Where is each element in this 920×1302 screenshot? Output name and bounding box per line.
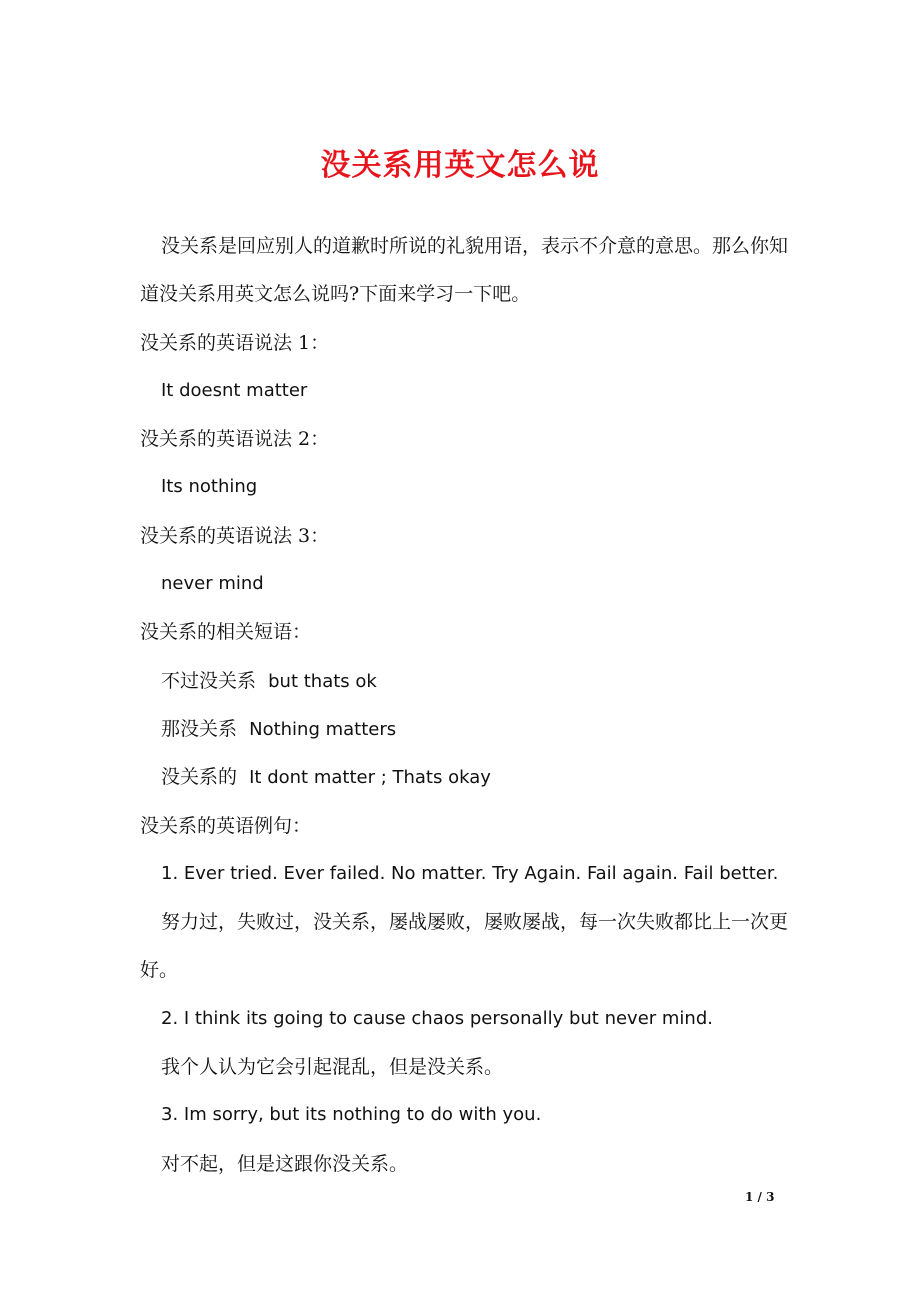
example1-cn: 努力过，失败过，没关系，屡战屡败，屡败屡战，每一次失败都比上一次更好。	[140, 911, 789, 982]
document-title: 没关系用英文怎么说	[320, 148, 600, 183]
page-number: 1 / 3	[745, 1190, 775, 1204]
examples-heading: 没关系的英语例句：	[140, 814, 312, 837]
example3-cn: 对不起，但是这跟你没关系。	[161, 1152, 409, 1175]
phrase-row-3	[140, 753, 790, 801]
say2-text: Its nothing	[161, 476, 258, 498]
say1-text: It doesnt matter	[161, 379, 308, 401]
say3-heading: 没关系的英语说法 3：	[140, 524, 330, 547]
document-body	[140, 222, 790, 1188]
phrase-row-2	[140, 705, 790, 753]
phrases-heading: 没关系的相关短语：	[140, 621, 312, 644]
phrase2-cn: 那没关系	[161, 717, 238, 740]
example2-en: 2. I think its going to cause chaos personally but never mind.	[161, 1007, 713, 1029]
intro-paragraph: 没关系是回应别人的道歉时所说的礼貌用语，表示不介意的意思。那么你知道没关系用英文怎么说吗?下面来学习一下吧。	[140, 235, 789, 306]
example3-en: 3. Im sorry, but its nothing to do with you.	[161, 1104, 542, 1126]
say3-text: never mind	[161, 573, 264, 595]
phrase2-en: Nothing matters	[249, 718, 397, 740]
phrase1-cn: 不过没关系	[161, 669, 257, 692]
phrase3-en: It dont matter ; Thats okay	[249, 767, 491, 789]
phrase-row-1	[140, 657, 790, 705]
say1-heading: 没关系的英语说法 1：	[140, 331, 330, 354]
example1-en: 1. Ever tried. Ever failed. No matter. Try Again. Fail again. Fail better.	[161, 862, 779, 884]
example2-cn: 我个人认为它会引起混乱，但是没关系。	[161, 1056, 504, 1079]
phrase1-en: but thats ok	[268, 670, 377, 692]
phrase3-cn: 没关系的	[161, 766, 238, 789]
say2-heading: 没关系的英语说法 2：	[140, 428, 330, 451]
